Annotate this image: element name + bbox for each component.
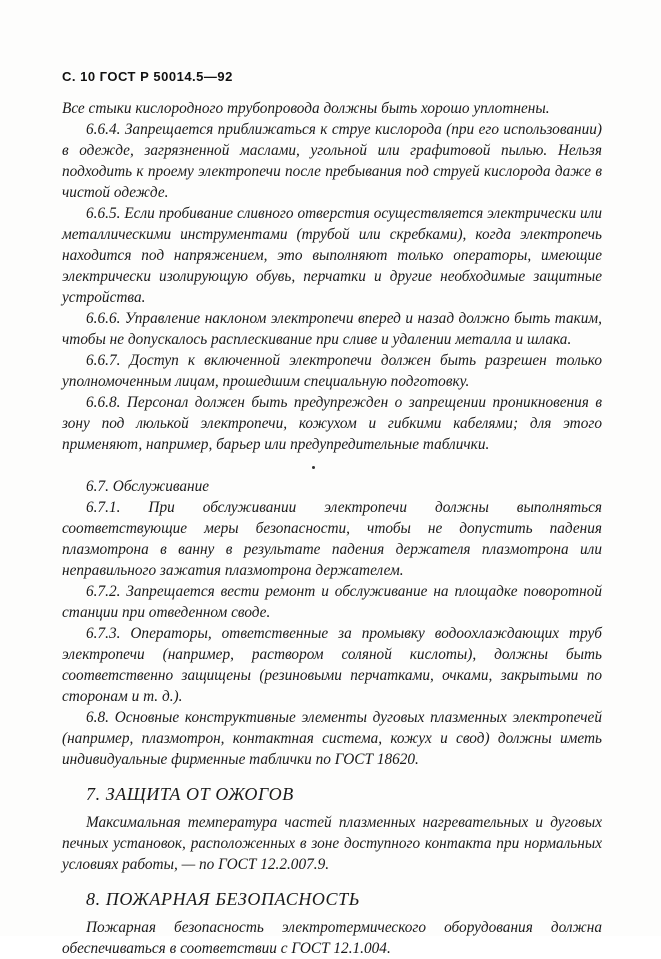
paragraph-6-7-2: 6.7.2. Запрещается вести ремонт и обслуживание на площадке поворотной станции при отведенном своде. <box>62 583 602 621</box>
paragraph-6-7-1: 6.7.1. При обслуживании электропечи должны выполняться соответствующие меры безопасности, чтобы не допустить падения плазмотрона в ванну в результате падения держателя плазмотрона или неправильного зажатия плазмотрона держателем. <box>62 499 602 579</box>
paragraph-6-6-6: 6.6.6. Управление наклоном электропечи вперед и назад должно быть таким, чтобы не допускалось расплескивание при сливе и удалении металла и шлака. <box>62 310 602 348</box>
paragraph-pipeline-joints: Все стыки кислородного трубопровода должны быть хорошо уплотнены. <box>62 100 550 117</box>
paragraph-6-7-3: 6.7.3. Операторы, ответственные за промывку водоохлаждающих труб электропечи (например, раствором соляной кислоты), должны быть соответственно защищены (резиновыми перчатками, очками, закрытыми по сторонам и т. д.). <box>62 625 602 705</box>
page-header: С. 10 ГОСТ Р 50014.5—92 <box>62 69 233 84</box>
paragraph-8: Пожарная безопасность электротермического оборудования должна обеспечиваться в соответствии с ГОСТ 12.1.004. <box>62 919 602 957</box>
paragraph-6-6-7: 6.6.7. Доступ к включенной электропечи должен быть разрешен только уполномоченным лицам, прошедшим специальную подготовку. <box>62 352 602 390</box>
subsection-heading-6-7: 6.7. Обслуживание <box>86 478 210 495</box>
section-heading-7: 7. ЗАЩИТА ОТ ОЖОГОВ <box>86 784 294 804</box>
print-speck <box>312 466 315 469</box>
section-heading-8: 8. ПОЖАРНАЯ БЕЗОПАСНОСТЬ <box>86 889 360 909</box>
paragraph-6-6-4: 6.6.4. Запрещается приближаться к струе кислорода (при его использовании) в одежде, загрязненной маслами, угольной или графитовой пылью. Нельзя подходить к проему электропечи после пребывания под струей кислорода даже в чистой одежде. <box>62 121 602 201</box>
paragraph-6-6-8: 6.6.8. Персонал должен быть предупрежден о запрещении проникновения в зону под люлькой электропечи, кожухом и гибкими кабелями; для этого применяют, например, барьер или предупредительные таблички. <box>62 394 602 453</box>
paragraph-6-6-5: 6.6.5. Если пробивание сливного отверстия осуществляется электрически или металлическими инструментами (трубой или скребками), когда электропечь находится под напряжением, это выполняют только операторы, имеющие электрически изолирующую обувь, перчатки и другие необходимые защитные устройства. <box>62 205 602 306</box>
paragraph-6-8: 6.8. Основные конструктивные элементы дуговых плазменных электропечей (например, плазмотрон, контактная система, кожух и свод) должны иметь индивидуальные фирменные таблички по ГОСТ 18620. <box>62 709 602 768</box>
document-body <box>62 98 602 959</box>
paragraph-7: Максимальная температура частей плазменных нагревательных и дуговых печных установок, расположенных в зоне доступного контакта при нормальных условиях работы, — по ГОСТ 12.2.007.9. <box>62 814 602 873</box>
